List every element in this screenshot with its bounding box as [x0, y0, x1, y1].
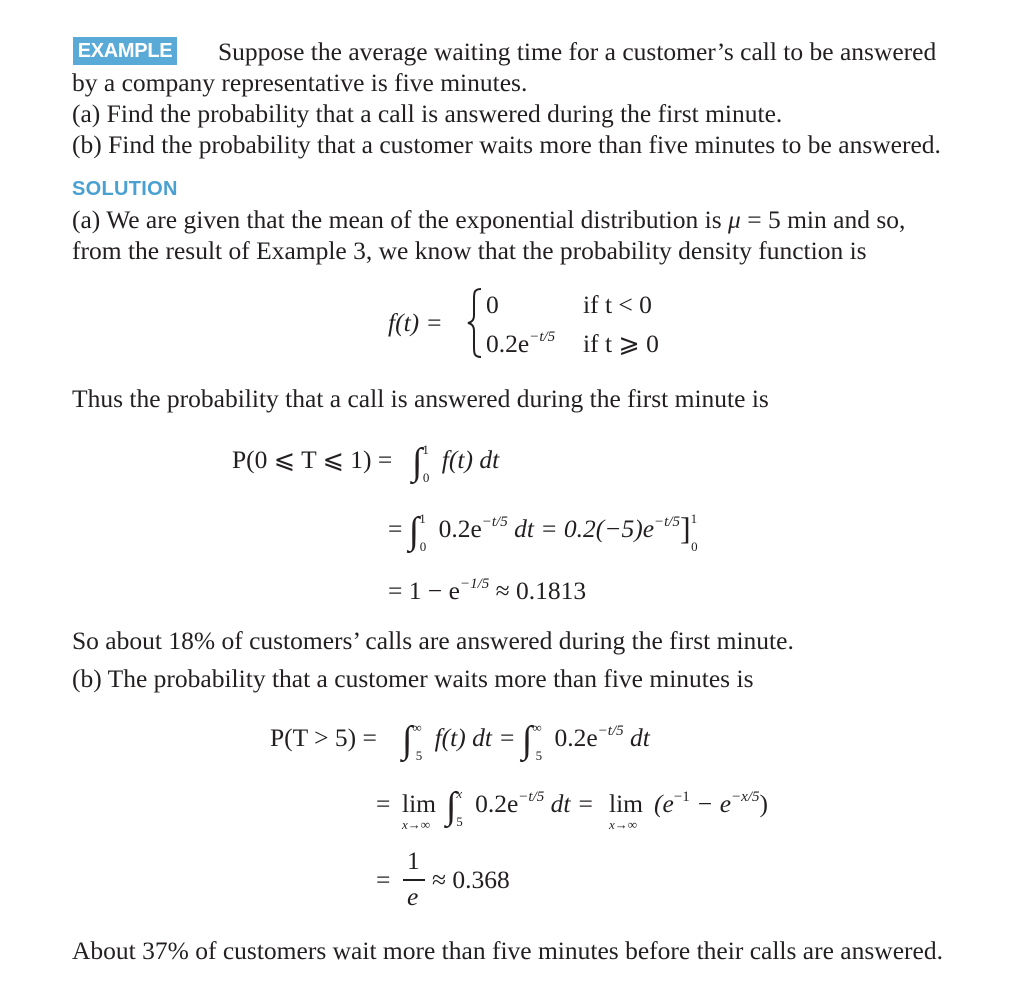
- thus-line: Thus the probability that a call is answered during the first minute is: [72, 384, 769, 413]
- solution-heading: SOLUTION: [72, 178, 178, 200]
- eq1-lhs: P(0 ⩽ T ⩽ 1) =: [232, 445, 393, 474]
- pdf-row1-value: 0: [486, 290, 499, 319]
- integral-icon: ∫: [402, 719, 413, 761]
- eq2-lhs: P(T > 5) =: [270, 723, 377, 752]
- example-part-a: (a) Find the probability that a call is answered during the first minute.: [72, 99, 783, 128]
- solution-a-line2: from the result of Example 3, we know that the probability density function is: [72, 236, 867, 265]
- integral-icon: ∫: [408, 510, 420, 552]
- eq2-line3-approx: ≈ 0.368: [432, 865, 510, 894]
- solution-a-line1: (a) We are given that the mean of the exponential distribution is μ = 5 min and so,: [72, 205, 906, 234]
- example-intro-line2: by a company representative is five minutes.: [72, 68, 528, 97]
- eq2-lim-2: lim: [609, 789, 644, 818]
- eq2-frac-den: e: [407, 882, 419, 911]
- eq2-lim-1: lim: [402, 789, 437, 818]
- eq2-frac-num: 1: [407, 846, 420, 875]
- integral-icon: ∫: [412, 441, 423, 483]
- eq1-line1: ∫$^1_0$ f(t) dt: [412, 441, 500, 486]
- eq2-line2-tail: $(e^{-1} - e^{-x/5})$: [654, 789, 769, 818]
- left-brace-icon: [466, 287, 484, 359]
- integral-icon: ∫: [521, 719, 533, 761]
- fraction-bar: [403, 879, 425, 881]
- example-part-b: (b) Find the probability that a customer waits more than five minutes to be answered.: [72, 130, 941, 159]
- pdf-row2-value: $0.2e^{-t/5}$: [486, 329, 556, 358]
- pdf-row1-cond: if t < 0: [583, 290, 652, 319]
- example-badge: EXAMPLE: [73, 37, 177, 65]
- pdf-row2-cond: if t ⩾ 0: [583, 329, 659, 358]
- eq1-line3: = $1 - e^{-1/5} \approx 0.1813$: [388, 576, 587, 605]
- eq1-line2: = ∫$^1_0$ $0.2e^{-t/5}$ dt = $0.2(-5)e^{-t/5}]^1_0$: [388, 510, 698, 555]
- eq2-lim-sub-1: x→∞: [402, 817, 431, 832]
- eq2-eq-sign-2: =: [376, 789, 391, 818]
- eq2-eq-sign-3: =: [376, 865, 391, 894]
- eq2-line1: $\int^\infty_5$ f(t) dt = $\int^\infty_5$ $0.2e^{-t/5}$ dt: [402, 719, 650, 764]
- b-line: (b) The probability that a customer waits more than five minutes is: [72, 664, 754, 693]
- example-intro-line1: Suppose the average waiting time for a customer’s call to be answered: [218, 37, 937, 66]
- conclusion-b: About 37% of customers wait more than five minutes before their calls are answered.: [72, 936, 943, 965]
- integral-icon: ∫: [446, 785, 457, 827]
- eq2-line2: ∫$^x_5$ $0.2e^{-t/5}$ dt =: [446, 785, 595, 830]
- eq2-lim-sub-2: x→∞: [609, 817, 638, 832]
- pdf-lhs: f(t) =: [388, 308, 443, 337]
- conclusion-a: So about 18% of customers’ calls are answered during the first minute.: [72, 626, 794, 655]
